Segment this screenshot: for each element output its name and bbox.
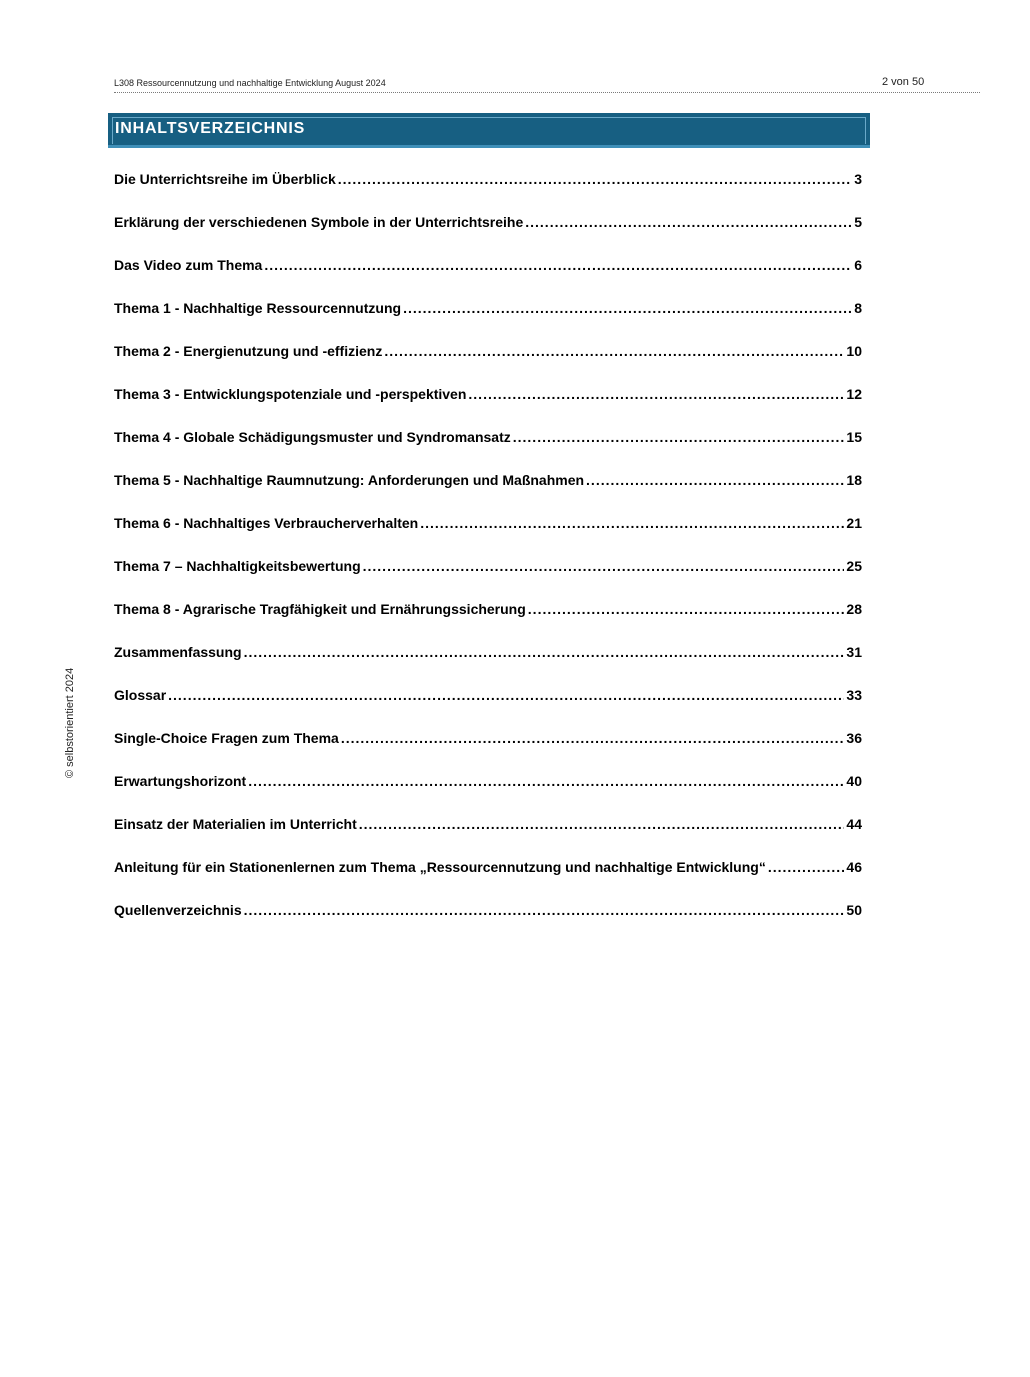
toc-entry-label: Erklärung der verschiedenen Symbole in der Unterrichtsreihe	[114, 214, 524, 230]
toc-entry[interactable]	[114, 422, 862, 465]
toc-entry-label: Thema 8 - Agrarische Tragfähigkeit und Ernährungssicherung	[114, 601, 526, 617]
toc-entry[interactable]	[114, 164, 862, 207]
toc-dot-leader	[341, 723, 845, 753]
toc-entry-page: 21	[846, 515, 862, 531]
toc-dot-leader	[768, 852, 845, 882]
toc-entry-label: Thema 3 - Entwicklungspotenziale und -perspektiven	[114, 386, 467, 402]
toc-entry-page: 46	[846, 859, 862, 875]
toc-heading: INHALTSVERZEICHNIS	[115, 120, 306, 137]
page-indicator: 2 von 50	[882, 76, 925, 88]
toc-entry[interactable]	[114, 895, 862, 938]
toc-dot-leader	[363, 551, 845, 581]
toc-dot-leader	[528, 594, 845, 624]
toc-entry[interactable]	[114, 293, 862, 336]
toc-entry-page: 15	[846, 429, 862, 445]
toc-dot-leader	[338, 164, 852, 194]
toc-entry[interactable]	[114, 379, 862, 422]
toc-entry[interactable]	[114, 852, 862, 895]
toc-dot-leader	[513, 422, 845, 452]
toc-entry[interactable]	[114, 250, 862, 293]
toc-entry[interactable]	[114, 637, 862, 680]
toc-heading-banner	[108, 113, 870, 148]
toc-dot-leader	[586, 465, 844, 495]
toc-entry-label: Single-Choice Fragen zum Thema	[114, 730, 339, 746]
toc-entry[interactable]	[114, 336, 862, 379]
toc-entry-page: 18	[846, 472, 862, 488]
toc-dot-leader	[359, 809, 845, 839]
toc-dot-leader	[420, 508, 844, 538]
toc-entry-page: 28	[846, 601, 862, 617]
toc-entry-label: Thema 5 - Nachhaltige Raumnutzung: Anforderungen und Maßnahmen	[114, 472, 585, 488]
toc-entry-page: 44	[846, 816, 862, 832]
toc-entry-label: Einsatz der Materialien im Unterricht	[114, 816, 357, 832]
toc-entry-page: 33	[846, 687, 862, 703]
toc-entry[interactable]	[114, 207, 862, 250]
toc-dot-leader	[244, 637, 845, 667]
toc-dot-leader	[403, 293, 852, 323]
toc-entry-label: Thema 1 - Nachhaltige Ressourcennutzung	[114, 300, 402, 316]
toc-entry-label: Thema 4 - Globale Schädigungsmuster und Syndromansatz	[114, 429, 511, 445]
document-title: L308 Ressourcennutzung und nachhaltige Entwicklung August 2024	[114, 78, 386, 88]
toc-entry[interactable]	[114, 723, 862, 766]
toc-entry-label: Glossar	[114, 687, 167, 703]
table-of-contents	[114, 164, 862, 938]
toc-dot-leader	[168, 680, 844, 710]
toc-entry-page: 6	[854, 257, 862, 273]
toc-entry-label: Die Unterrichtsreihe im Überblick	[114, 171, 336, 187]
toc-entry[interactable]	[114, 508, 862, 551]
toc-dot-leader	[244, 895, 845, 925]
toc-entry-page: 5	[854, 214, 862, 230]
toc-entry-label: Zusammenfassung	[114, 644, 242, 660]
toc-entry-page: 12	[846, 386, 862, 402]
toc-entry-page: 50	[846, 902, 862, 918]
toc-entry-label: Thema 6 - Nachhaltiges Verbraucherverhalten	[114, 515, 419, 531]
toc-dot-leader	[468, 379, 844, 409]
page-header	[114, 76, 980, 93]
toc-entry-label: Erwartungshorizont	[114, 773, 247, 789]
toc-entry[interactable]	[114, 594, 862, 637]
toc-dot-leader	[384, 336, 844, 366]
toc-entry-label: Das Video zum Thema	[114, 257, 263, 273]
toc-entry-page: 40	[846, 773, 862, 789]
toc-dot-leader	[248, 766, 844, 796]
toc-entry[interactable]	[114, 551, 862, 594]
toc-dot-leader	[525, 207, 852, 237]
toc-entry-label: Quellenverzeichnis	[114, 902, 242, 918]
toc-entry[interactable]	[114, 809, 862, 852]
toc-entry-label: Anleitung für ein Stationenlernen zum Thema „Ressourcennutzung und nachhaltige Entwicklung“	[114, 859, 766, 875]
toc-entry[interactable]	[114, 465, 862, 508]
toc-entry-page: 36	[846, 730, 862, 746]
toc-entry-label: Thema 7 – Nachhaltigkeitsbewertung	[114, 558, 361, 574]
toc-entry-page: 10	[846, 343, 862, 359]
toc-entry-page: 31	[846, 644, 862, 660]
toc-entry-page: 25	[846, 558, 862, 574]
toc-entry[interactable]	[114, 766, 862, 809]
toc-dot-leader	[264, 250, 852, 280]
toc-entry-label: Thema 2 - Energienutzung und -effizienz	[114, 343, 383, 359]
toc-entry[interactable]	[114, 680, 862, 723]
copyright-note: © selbstorientiert 2024	[64, 667, 76, 778]
toc-entry-page: 3	[854, 171, 862, 187]
toc-entry-page: 8	[854, 300, 862, 316]
